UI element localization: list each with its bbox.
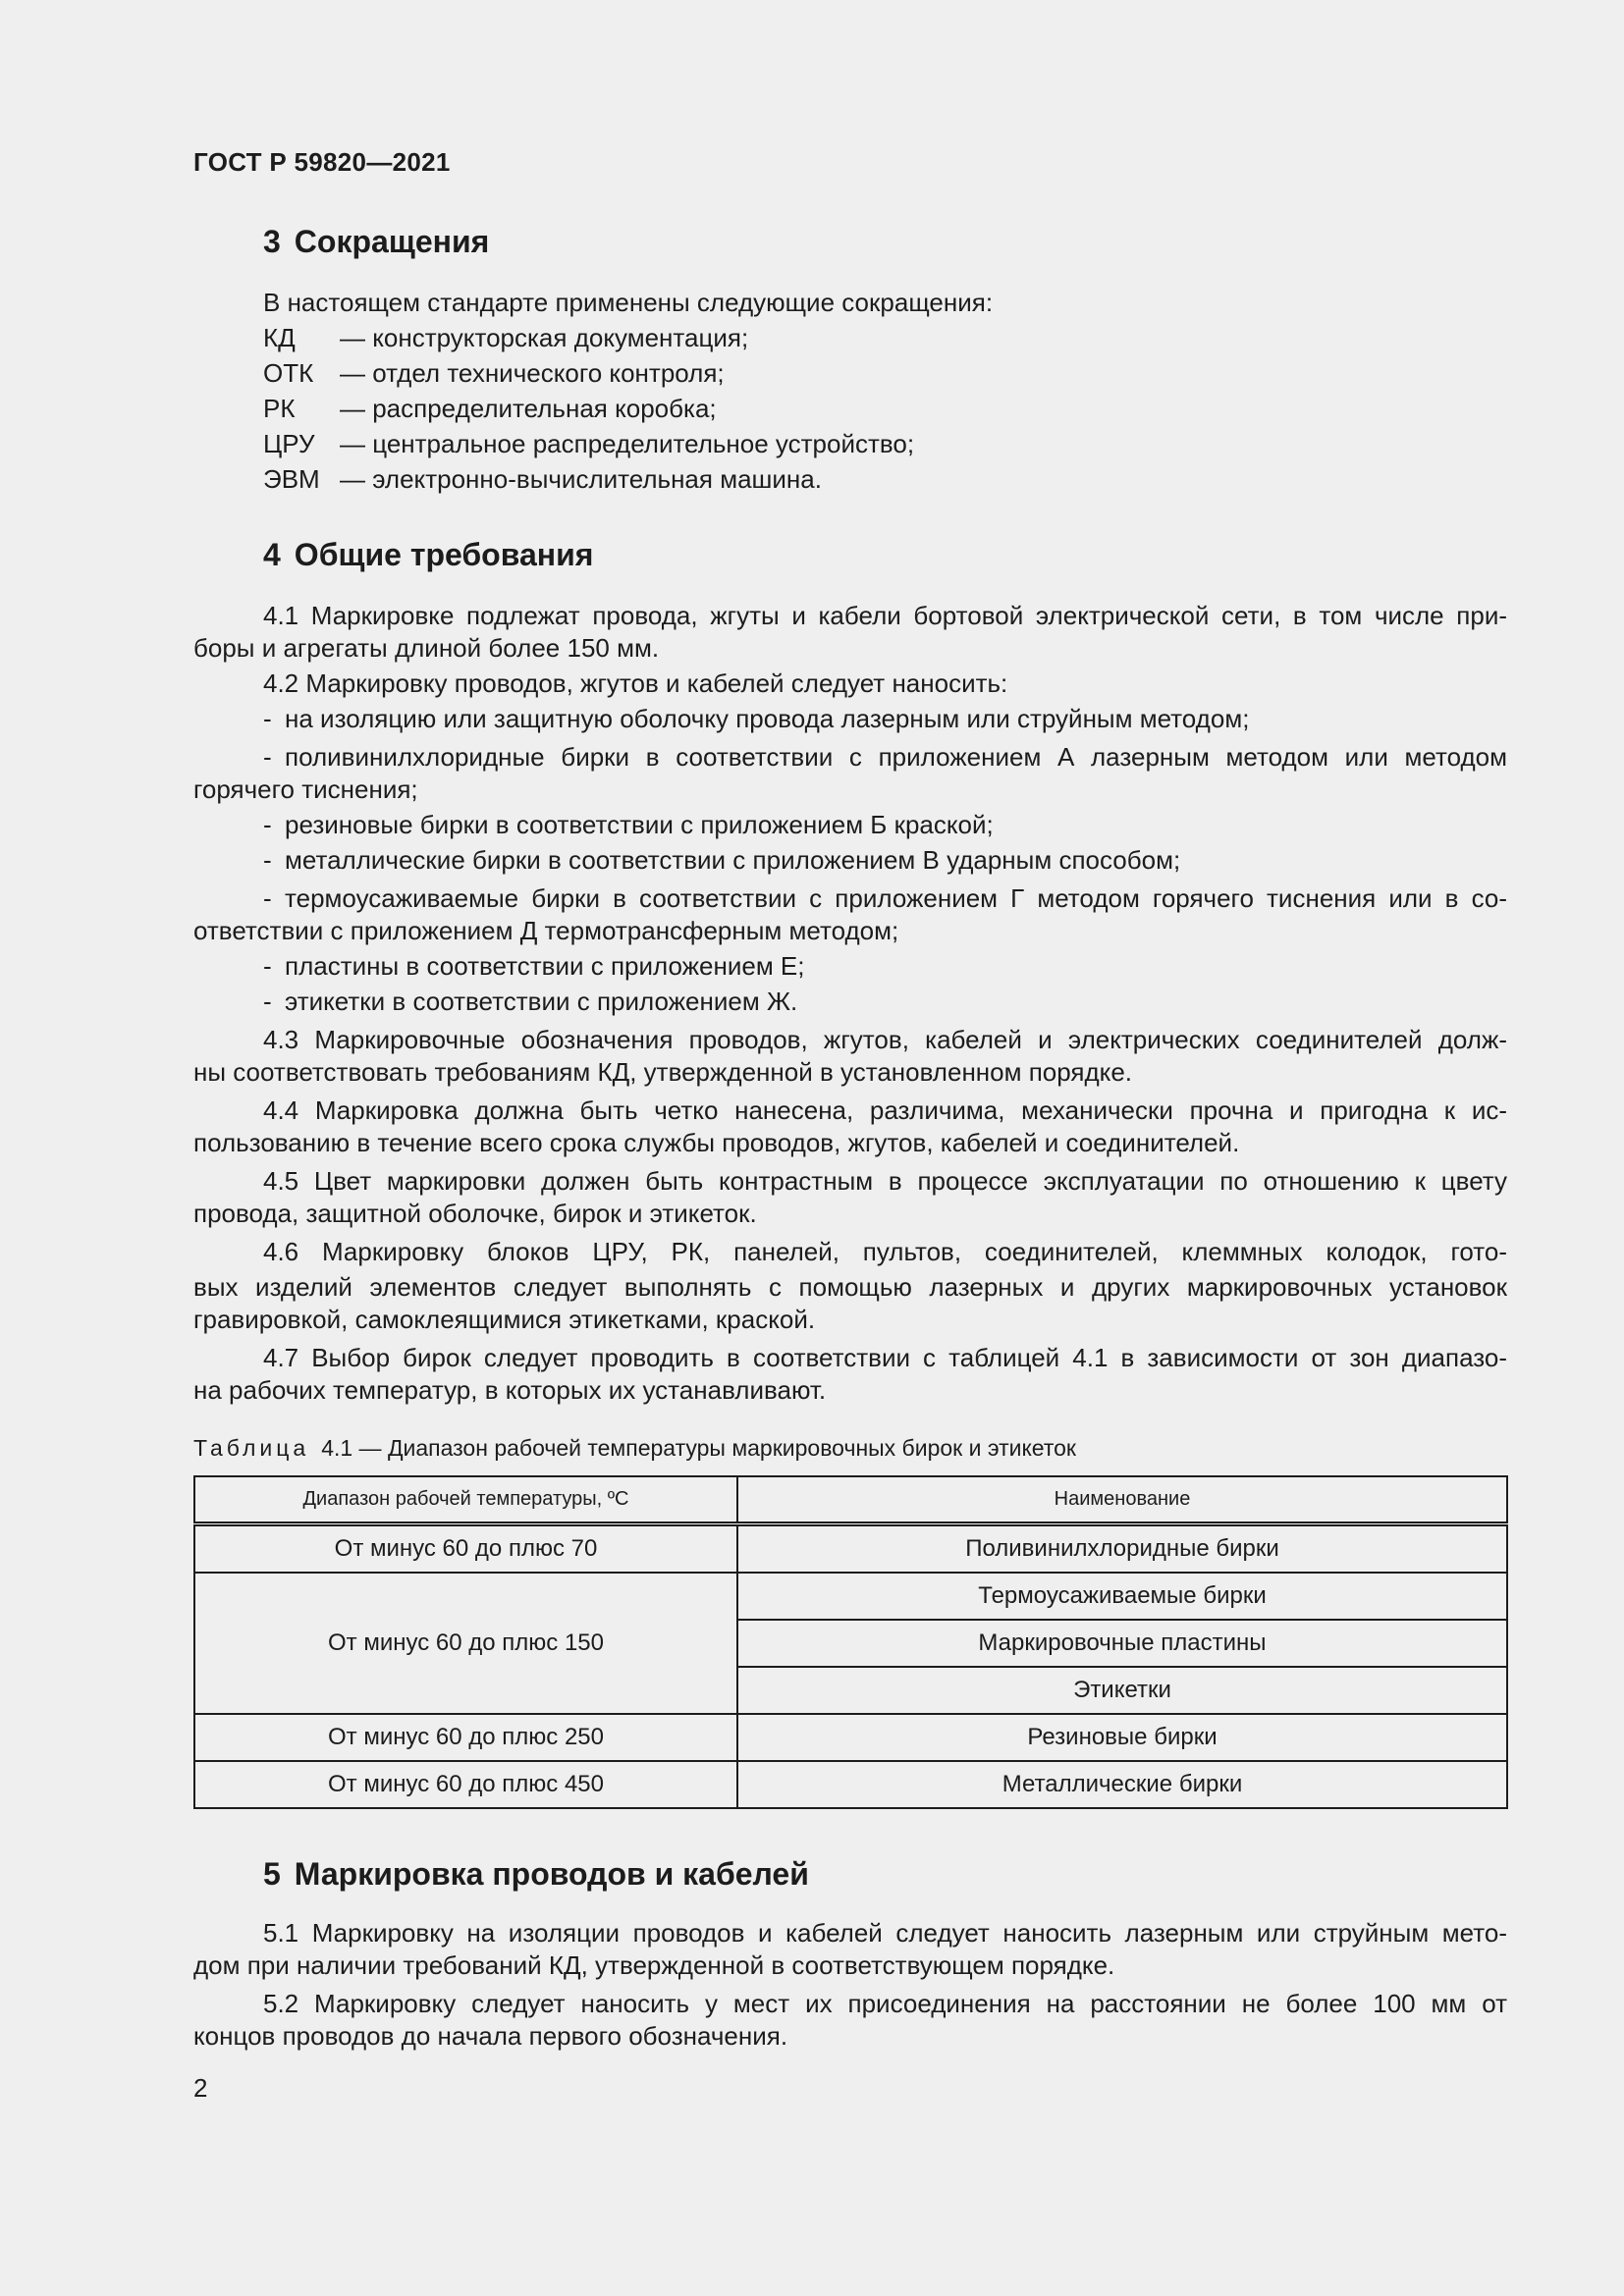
abbreviation-row (263, 394, 717, 424)
table-row (194, 1714, 1507, 1761)
abbreviation-row (263, 429, 914, 459)
list-item-continued: горячего тиснения; (193, 774, 418, 804)
section-title: Сокращения (294, 224, 490, 259)
paragraph-line: 5.2 Маркировку следует наносить у мест их присоединения на расстоянии не более 100 мм от (263, 1989, 1507, 2018)
section-number: 3 (263, 224, 281, 259)
table-cell-range: От минус 60 до плюс 250 (194, 1714, 737, 1761)
table-header-row (194, 1476, 1507, 1524)
temperature-table (193, 1475, 1508, 1809)
list-item: - пластины в соответствии с приложением Е; (263, 951, 805, 981)
table-row (194, 1573, 1507, 1620)
list-item: - этикетки в соответствии с приложением Ж. (263, 987, 798, 1016)
paragraph-line: 4.3 Маркировочные обозначения проводов, жгутов, кабелей и электрических соединителей долж- (263, 1025, 1507, 1054)
section-number: 5 (263, 1856, 281, 1892)
section-5-heading (263, 1856, 809, 1893)
paragraph-line: 4.6 Маркировку блоков ЦРУ, РК, панелей, пультов, соединителей, клеммных колодок, гото- (263, 1237, 1507, 1266)
table-header-cell: Наименование (737, 1476, 1507, 1524)
table-cell-name: Маркировочные пластины (737, 1620, 1507, 1667)
table-row (194, 1524, 1507, 1574)
section-4-heading (263, 537, 593, 573)
paragraph-line: 4.7 Выбор бирок следует проводить в соответствии с таблицей 4.1 в зависимости от зон диапазо- (263, 1343, 1507, 1372)
paragraph-line: на рабочих температур, в которых их устанавливают. (193, 1375, 827, 1405)
list-item-continued: ответствии с приложением Д термотрансферным методом; (193, 916, 899, 945)
table-cell-name: Этикетки (737, 1667, 1507, 1714)
document-header: ГОСТ Р 59820—2021 (193, 147, 451, 177)
table-header-cell: Диапазон рабочей температуры, ºС (194, 1476, 737, 1524)
table-cell-range: От минус 60 до плюс 70 (194, 1524, 737, 1574)
abbreviation-code: ОТК (263, 358, 314, 388)
paragraph-line: ны соответствовать требованиям КД, утвержденной в установленном порядке. (193, 1057, 1133, 1087)
table-cell-range: От минус 60 до плюс 150 (194, 1573, 737, 1714)
table-row (194, 1761, 1507, 1808)
paragraph-line: пользованию в течение всего срока службы проводов, жгутов, кабелей и соединителей. (193, 1128, 1240, 1157)
paragraph-line: провода, защитной оболочке, бирок и этикеток. (193, 1199, 757, 1228)
abbreviations-intro: В настоящем стандарте применены следующие сокращения: (263, 288, 994, 317)
table-caption-label: Таблица (193, 1435, 310, 1461)
abbreviation-desc: — отдел технического контроля; (340, 358, 725, 388)
paragraph-line: 4.4 Маркировка должна быть четко нанесена, различима, механически прочна и пригодна к ис- (263, 1095, 1507, 1125)
table-cell-range: От минус 60 до плюс 450 (194, 1761, 737, 1808)
abbreviation-desc: — распределительная коробка; (340, 394, 717, 423)
section-title: Общие требования (294, 537, 594, 572)
abbreviation-row (263, 323, 748, 353)
list-item: - термоусаживаемые бирки в соответствии с приложением Г методом горячего тиснения или в со- (263, 883, 1507, 913)
paragraph-line: вых изделий элементов следует выполнять с помощью лазерных и других маркировочных установок (193, 1272, 1507, 1302)
paragraph-line: гравировкой, самоклеящимися этикетками, краской. (193, 1305, 816, 1334)
paragraph-line: 5.1 Маркировку на изоляции проводов и кабелей следует наносить лазерным или струйным мето- (263, 1918, 1507, 1948)
table-cell-name: Резиновые бирки (737, 1714, 1507, 1761)
paragraph-line: дом при наличии требований КД, утвержденной в соответствующем порядке. (193, 1950, 1115, 1980)
table-caption-text: 4.1 — Диапазон рабочей температуры маркировочных бирок и этикеток (321, 1435, 1076, 1461)
paragraph-line: 4.1 Маркировке подлежат провода, жгуты и кабели бортовой электрической сети, в том числе при- (263, 601, 1507, 630)
table-cell-name: Поливинилхлоридные бирки (737, 1524, 1507, 1574)
list-item: - поливинилхлоридные бирки в соответствии с приложением А лазерным методом или методом (263, 742, 1507, 772)
table-cell-name: Металлические бирки (737, 1761, 1507, 1808)
abbreviation-code: ЦРУ (263, 429, 315, 458)
abbreviation-desc: — электронно-вычислительная машина. (340, 464, 822, 494)
paragraph-line: боры и агрегаты длиной более 150 мм. (193, 633, 660, 663)
paragraph-line: 4.5 Цвет маркировки должен быть контрастным в процессе эксплуатации по отношению к цвету (263, 1166, 1507, 1196)
abbreviation-row (263, 464, 822, 495)
abbreviation-code: РК (263, 394, 296, 423)
page-number: 2 (193, 2073, 208, 2103)
abbreviation-code: ЭВМ (263, 464, 320, 494)
section-3-heading (263, 224, 489, 260)
list-item: - металлические бирки в соответствии с приложением В ударным способом; (263, 845, 1181, 875)
abbreviation-desc: — центральное распределительное устройство; (340, 429, 915, 458)
section-number: 4 (263, 537, 281, 572)
paragraph-line: концов проводов до начала первого обозначения. (193, 2021, 788, 2051)
section-title: Маркировка проводов и кабелей (294, 1856, 809, 1892)
abbreviation-code: КД (263, 323, 296, 352)
paragraph-line: 4.2 Маркировку проводов, жгутов и кабелей следует наносить: (263, 668, 1008, 698)
abbreviation-desc: — конструкторская документация; (340, 323, 749, 352)
table-caption (193, 1435, 1076, 1462)
list-item: - резиновые бирки в соответствии с приложением Б краской; (263, 810, 994, 839)
table-cell-name: Термоусаживаемые бирки (737, 1573, 1507, 1620)
list-item: - на изоляцию или защитную оболочку провода лазерным или струйным методом; (263, 704, 1250, 733)
abbreviation-row (263, 358, 725, 389)
